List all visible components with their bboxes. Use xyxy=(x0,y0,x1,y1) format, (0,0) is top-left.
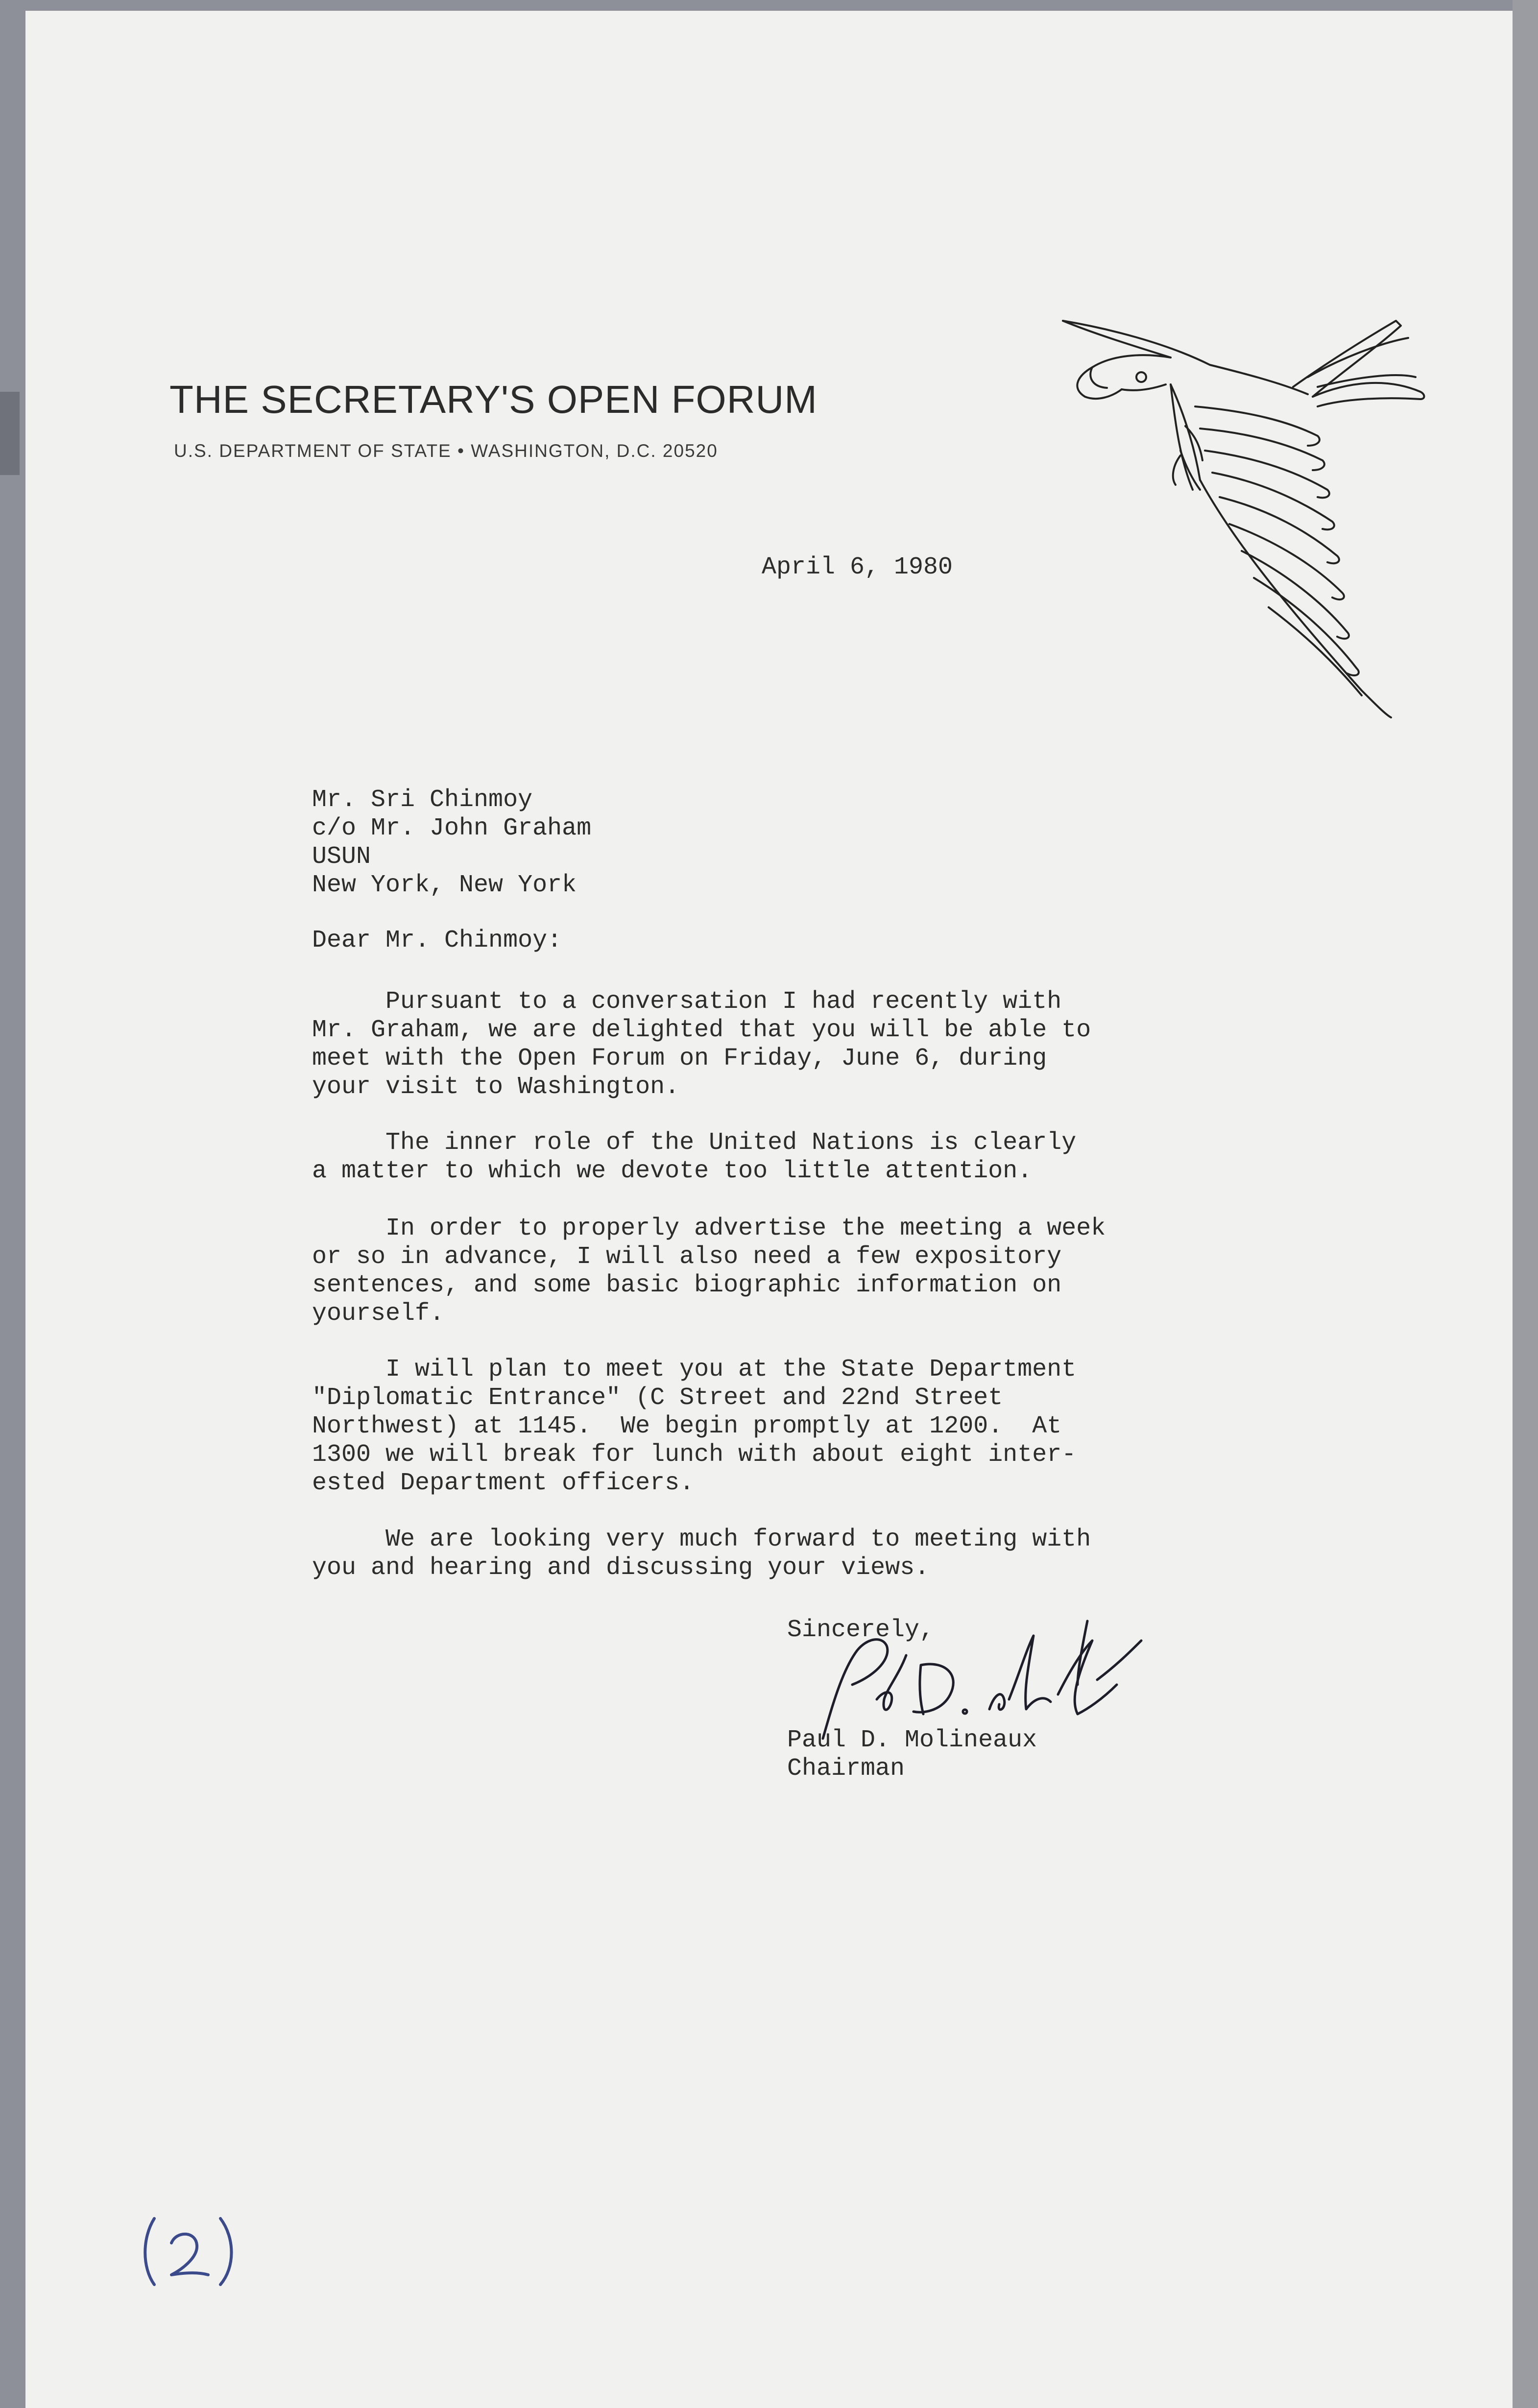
scan-edge xyxy=(1513,0,1538,2408)
address-line: New York, New York xyxy=(312,871,577,899)
closing: Sincerely, xyxy=(787,1616,935,1644)
address-line: Mr. Sri Chinmoy xyxy=(312,786,533,814)
letterhead-title: THE SECRETARY'S OPEN FORUM xyxy=(169,378,817,421)
body-paragraph: Pursuant to a conversation I had recently with Mr. Graham, we are delighted that you will be able to meet with the Open Forum on Friday, June 6, during your visit to Washington. xyxy=(312,988,1091,1101)
letterhead-subtitle: U.S. DEPARTMENT OF STATE • WASHINGTON, D.C. 20520 xyxy=(174,441,718,461)
body-paragraph: We are looking very much forward to meeting with you and hearing and discussing your views. xyxy=(312,1526,1091,1582)
handwritten-page-number xyxy=(142,2209,240,2292)
signer-name: Paul D. Molineaux xyxy=(787,1726,1037,1754)
address-line: c/o Mr. John Graham xyxy=(312,814,592,842)
salutation: Dear Mr. Chinmoy: xyxy=(312,927,562,954)
body-paragraph: In order to properly advertise the meeting a week or so in advance, I will also need a few expository sentences, and some basic biographic information on yourself. xyxy=(312,1215,1106,1328)
signer-title: Chairman xyxy=(787,1755,905,1783)
scan-tab xyxy=(0,392,20,475)
eagle-logo-icon xyxy=(1024,304,1445,720)
address-line: USUN xyxy=(312,843,371,871)
letter-date: April 6, 1980 xyxy=(762,553,953,581)
body-paragraph: I will plan to meet you at the State Department "Diplomatic Entrance" (C Street and 22nd Street Northwest) at 1145. We begin promptly at 1200. At 1300 we will break for lunch with about eight inter- ested Department officers. xyxy=(312,1356,1077,1497)
body-paragraph: The inner role of the United Nations is clearly a matter to which we devote too little attention. xyxy=(312,1129,1077,1185)
